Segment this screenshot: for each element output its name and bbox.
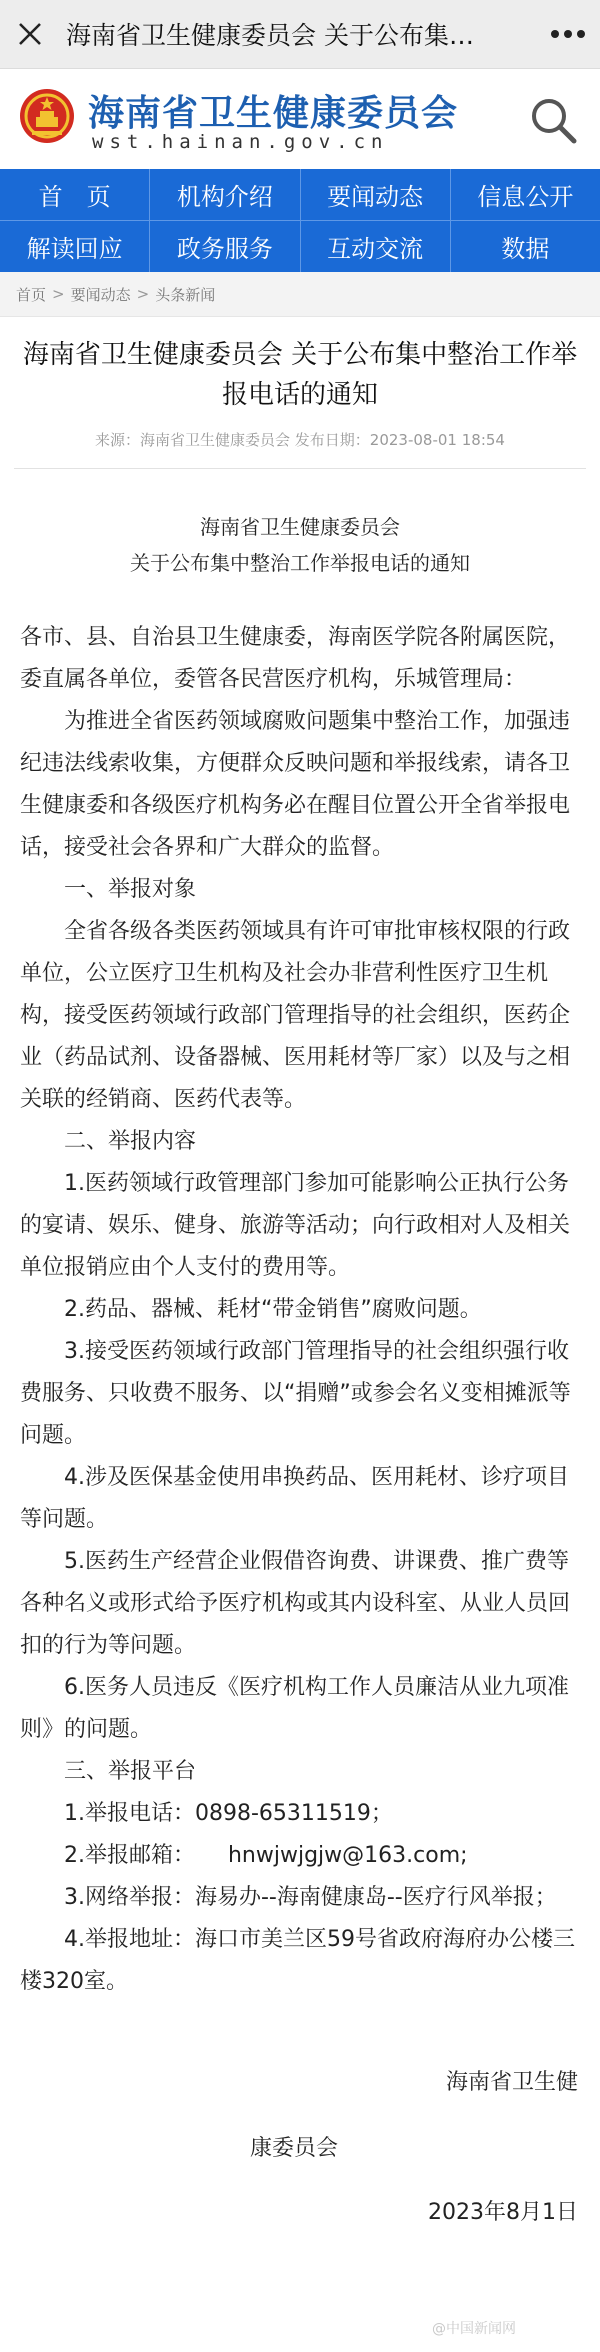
site-name[interactable]: 海南省卫生健康委员会 (88, 93, 459, 134)
window-title: 海南省卫生健康委员会 关于公布集… (66, 21, 474, 50)
list-item: 3.接受医药领域行政部门管理指导的社会组织强行收费服务、只收费不服务、以“捐赠”或参会名义变相摊派等问题。 (20, 1339, 571, 1448)
section-heading: 一、举报对象 (64, 877, 197, 902)
document-heading-title: 关于公布集中整治工作举报电话的通知 (130, 551, 470, 575)
document-heading-org: 海南省卫生健康委员会 (200, 515, 400, 539)
list-item: 2.药品、器械、耗材“带金销售”腐败问题。 (64, 1297, 482, 1322)
nav-row-2 (0, 220, 600, 272)
report-phone: 1.举报电话：0898-65311519； (64, 1801, 393, 1826)
nav-item-home[interactable]: 首 页 (0, 169, 150, 220)
watermark: @中国新闻网 (432, 2321, 516, 2337)
salutation: 各市、县、自治县卫生健康委，海南医学院各附属医院，委直属各单位，委管各民营医疗机构，乐城管理局： (20, 625, 571, 692)
signature-block (0, 2003, 600, 2223)
close-button[interactable] (0, 0, 60, 68)
breadcrumb (0, 272, 600, 317)
list-item: 1.医药领域行政管理部门参加可能影响公正执行公务的宴请、娱乐、健身、旅游等活动；向行政相对人及相关单位报销应由个人支付的费用等。 (20, 1171, 571, 1280)
list-item: 4.涉及医保基金使用串换药品、医用耗材、诊疗项目等问题。 (20, 1465, 569, 1532)
nav-item-gov-services[interactable]: 政务服务 (150, 221, 300, 272)
nav-item-organization[interactable]: 机构介绍 (150, 169, 300, 220)
article-meta: 来源：海南省卫生健康委员会 发布日期：2023-08-01 18:54 (14, 423, 586, 469)
nav-item-interaction[interactable]: 互动交流 (301, 221, 451, 272)
breadcrumb-home[interactable]: 首页 (16, 285, 47, 304)
article-body (0, 581, 600, 2003)
nav-item-news[interactable]: 要闻动态 (301, 169, 451, 220)
nav-item-interpretation[interactable]: 解读回应 (0, 221, 150, 272)
section-heading: 三、举报平台 (64, 1759, 197, 1784)
signature-date: 2023年8月1日 (428, 2200, 578, 2225)
site-header (0, 69, 600, 169)
nav-item-data[interactable]: 数据 (501, 235, 550, 263)
site-url: wst.hainan.gov.cn (92, 131, 389, 153)
national-emblem-icon (18, 87, 76, 145)
report-address: 4.举报地址：海口市美兰区59号省政府海府办公楼三楼320室。 (20, 1927, 575, 1994)
article-title: 海南省卫生健康委员会 关于公布集中整治工作举报电话的通知 (22, 340, 578, 410)
body-paragraph: 为推进全省医药领域腐败问题集中整治工作，加强违纪违法线索收集，方便群众反映问题和举报线索，请各卫生健康委和各级医疗机构务必在醒目位置公开全省举报电话，接受社会各界和广大群众的监督。 (20, 709, 571, 860)
list-item: 6.医务人员违反《医疗机构工作人员廉洁从业九项准则》的问题。 (20, 1675, 569, 1742)
search-icon[interactable] (526, 93, 582, 149)
more-button[interactable] (536, 0, 600, 68)
document-heading (0, 469, 600, 581)
chevron-right-icon: > (136, 285, 150, 303)
breadcrumb-news[interactable]: 要闻动态 (70, 285, 131, 304)
report-email: 2.举报邮箱： hnwjwjgjw@163.com; (64, 1843, 468, 1868)
close-icon (17, 21, 43, 47)
signature-org-line2: 康委员会 (250, 2136, 339, 2161)
nav-row-1 (0, 169, 600, 220)
main-nav (0, 169, 600, 272)
breadcrumb-headlines[interactable]: 头条新闻 (155, 285, 216, 304)
more-icon (550, 29, 586, 39)
body-paragraph: 全省各级各类医药领域具有许可审批审核权限的行政单位，公立医疗卫生机构及社会办非营利性医疗卫生机构，接受医药领域行政部门管理指导的社会组织，医药企业（药品试剂、设备器械、医用耗材等厂家）以及与之相关联的经销商、医药代表等。 (20, 919, 571, 1112)
nav-item-info-disclosure[interactable]: 信息公开 (477, 183, 574, 211)
chevron-right-icon: > (52, 285, 65, 303)
signature-org-line1: 海南省卫生健 (445, 2070, 578, 2095)
report-online: 3.网络举报：海易办--海南健康岛--医疗行风举报； (64, 1885, 557, 1910)
list-item: 5.医药生产经营企业假借咨询费、讲课费、推广费等各种名义或形式给予医疗机构或其内设科室、从业人员回扣的行为等问题。 (20, 1549, 571, 1658)
section-heading: 二、举报内容 (64, 1129, 197, 1154)
top-bar (0, 0, 600, 69)
